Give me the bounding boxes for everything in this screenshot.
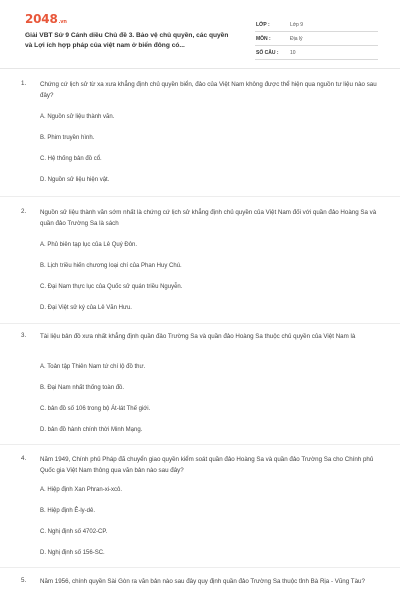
answer-option-c[interactable]: C. Hệ thống bản đồ cổ. bbox=[40, 156, 102, 162]
meta-label: LỚP : bbox=[256, 22, 270, 28]
question-number: 1. bbox=[21, 80, 27, 87]
meta-label: MÔN : bbox=[256, 36, 271, 42]
meta-value: 10 bbox=[290, 50, 296, 56]
question-text: Năm 1949, Chính phủ Pháp đã chuyển giao quyền kiểm soát quần đảo Hoàng Sa và quần đảo Trường Sa cho Chính phủ Quốc gia Việt Nam thông qua văn bản nào sau đây? bbox=[40, 456, 374, 474]
answer-option-c[interactable]: C. Đại Nam thực lục của Quốc sử quán triều Nguyễn. bbox=[40, 284, 183, 290]
answer-option-c[interactable]: C. bản đồ số 106 trong bộ Át-lát Thế giới. bbox=[40, 406, 151, 412]
meta-label: SỐ CÂU : bbox=[256, 50, 279, 56]
meta-row-subject bbox=[255, 32, 378, 46]
question-number: 3. bbox=[21, 332, 27, 339]
answer-option-b[interactable]: B. Phim truyền hình. bbox=[40, 135, 95, 141]
answer-option-c[interactable]: C. Nghị định số 4702-CP. bbox=[40, 529, 108, 535]
question-text: Năm 1956, chính quyền Sài Gòn ra văn bản nào sau đây quy định quần đảo Trường Sa thuộc tỉnh Bà Rịa - Vũng Tàu? bbox=[40, 578, 365, 585]
logo-text: 2048 bbox=[25, 12, 58, 26]
answer-option-b[interactable]: B. Đại Nam nhất thống toàn đồ. bbox=[40, 385, 125, 391]
question-text: Chứng cứ lịch sử từ xa xưa khẳng định chủ quyền biển, đảo của Việt Nam không được thể hiện qua nguồn tư liệu nào sau đây? bbox=[40, 81, 377, 99]
meta-value: Lớp 9 bbox=[290, 22, 304, 28]
header-divider bbox=[0, 68, 400, 69]
question-divider bbox=[0, 444, 400, 445]
document-title: Giải VBT Sử 9 Cánh diều Chủ đề 3. Bảo vệ chủ quyền, các quyền và Lợi ích hợp pháp của việt nam ở biển đông có... bbox=[25, 32, 229, 49]
question-number: 4. bbox=[21, 455, 27, 462]
question-text: Tài liệu bản đồ xưa nhất khẳng định quần đảo Trường Sa và quần đảo Hoàng Sa thuộc chủ quyền của Việt Nam là bbox=[40, 333, 356, 340]
logo-domain: .vn bbox=[58, 19, 67, 25]
answer-option-d[interactable]: D. bản đồ hành chính thời Minh Mạng. bbox=[40, 427, 143, 433]
answer-option-d[interactable]: D. Nguồn sử liệu hiện vật. bbox=[40, 177, 110, 183]
meta-table bbox=[255, 18, 378, 60]
answer-option-a[interactable]: A. Nguồn sử liệu thành văn. bbox=[40, 114, 115, 120]
meta-row-class bbox=[255, 18, 378, 32]
answer-option-a[interactable]: A. Phủ biên tạp lục của Lê Quý Đôn. bbox=[40, 242, 138, 248]
question-number: 5. bbox=[21, 577, 27, 584]
answer-option-a[interactable]: A. Toản tập Thiên Nam tứ chí lộ đồ thư. bbox=[40, 364, 146, 370]
meta-row-count bbox=[255, 46, 378, 60]
answer-option-b[interactable]: B. Hiệp định Ê-ly-dê. bbox=[40, 508, 96, 514]
question-number: 2. bbox=[21, 208, 27, 215]
answer-option-a[interactable]: A. Hiệp định Xan Phran-xi-xcô. bbox=[40, 487, 123, 493]
document-header bbox=[0, 0, 400, 64]
question-text: Nguồn sử liệu thành văn sớm nhất là chứng cứ lịch sử khẳng định chủ quyền của Việt Nam đối với quần đảo Hoàng Sa và quần đảo Trường Sa là sách bbox=[40, 209, 377, 227]
answer-option-b[interactable]: B. Lịch triều hiến chương loại chí của Phan Huy Chú. bbox=[40, 263, 182, 269]
site-logo[interactable] bbox=[25, 12, 67, 26]
answer-option-d[interactable]: D. Đại Việt sử ký của Lê Văn Hưu. bbox=[40, 305, 132, 311]
question-divider bbox=[0, 196, 400, 197]
meta-value: Địa lý bbox=[290, 36, 303, 42]
question-divider bbox=[0, 323, 400, 324]
question-divider bbox=[0, 567, 400, 568]
answer-option-d[interactable]: D. Nghị định số 156-SC. bbox=[40, 550, 105, 556]
